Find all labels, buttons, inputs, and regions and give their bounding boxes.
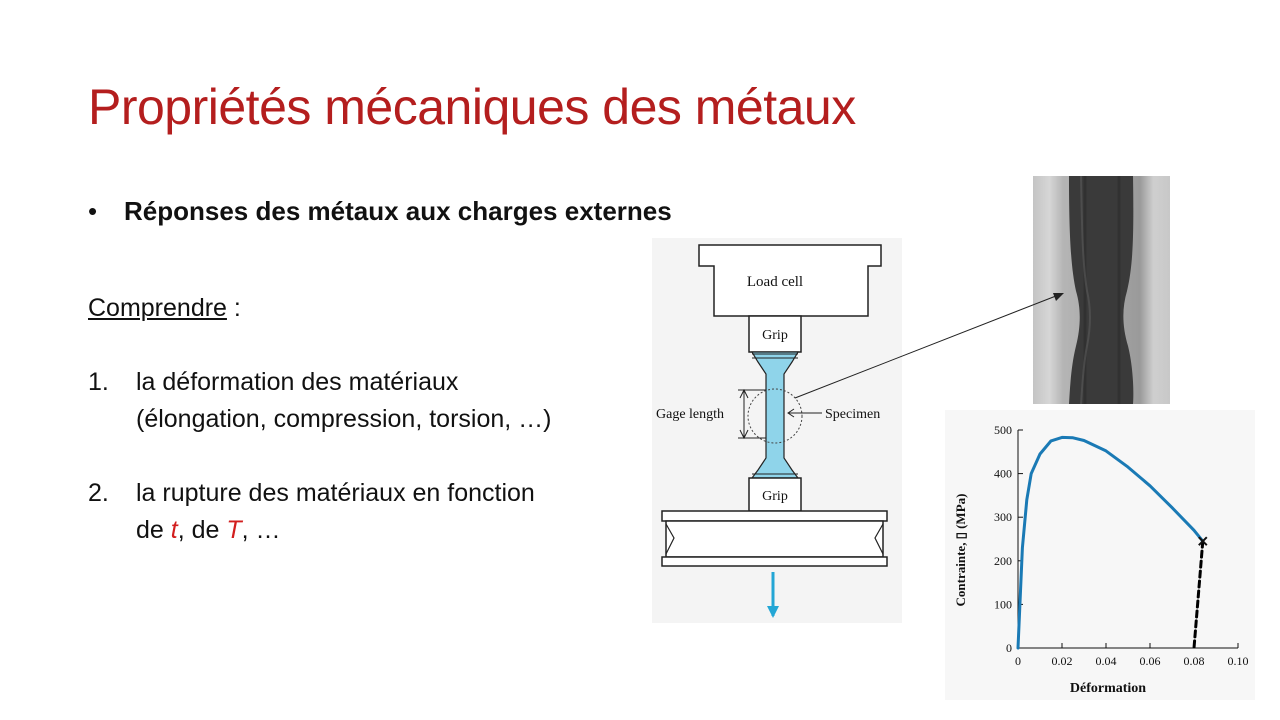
understand-label: Comprendre xyxy=(88,294,227,322)
y-tick-label: 0 xyxy=(1006,641,1012,655)
y-tick-label: 100 xyxy=(994,597,1012,612)
tensile-machine-diagram xyxy=(652,238,902,623)
slide-title: Propriétés mécaniques des métaux xyxy=(88,79,856,135)
stress-strain-chart xyxy=(945,410,1255,700)
understand-heading xyxy=(88,290,551,327)
x-tick-label: 0.06 xyxy=(1139,654,1161,668)
y-tick-label: 200 xyxy=(994,553,1012,568)
y-tick-label: 300 xyxy=(994,510,1012,525)
main-bullet xyxy=(88,196,672,227)
bullet-dot-icon: • xyxy=(88,196,98,226)
grip-top-label: Grip xyxy=(762,328,788,343)
list-number: 2. xyxy=(88,479,109,507)
list-item-1 xyxy=(88,364,551,438)
list-line: de t, de T, … xyxy=(136,516,281,544)
x-tick-label: 0.08 xyxy=(1183,654,1205,668)
x-tick-label: 0 xyxy=(1015,654,1021,668)
specimen-label: Specimen xyxy=(825,407,881,422)
list-line: la rupture des matériaux en fonction xyxy=(136,479,535,507)
x-axis-label: Déformation xyxy=(1069,681,1147,696)
content-body xyxy=(88,290,551,549)
list-item-2 xyxy=(88,475,551,549)
bullet-text: Réponses des métaux aux charges externes xyxy=(124,196,672,226)
y-tick-label: 500 xyxy=(994,423,1012,437)
grip-bottom-label: Grip xyxy=(762,489,788,504)
list-number: 1. xyxy=(88,368,109,396)
x-tick-label: 0.10 xyxy=(1227,654,1249,668)
list-line: la déformation des matériaux xyxy=(136,368,459,396)
list-line: (élongation, compression, torsion, …) xyxy=(136,405,552,433)
x-tick-label: 0.02 xyxy=(1051,654,1073,668)
understand-suffix: : xyxy=(226,294,241,322)
gage-length-label: Gage length xyxy=(656,407,725,422)
load-cell-label: Load cell xyxy=(746,274,804,290)
y-tick-label: 400 xyxy=(994,466,1012,481)
y-axis-label: Contrainte, ▯ (MPa) xyxy=(953,493,968,607)
x-tick-label: 0.04 xyxy=(1095,654,1117,668)
time-variable: t xyxy=(170,516,178,544)
necked-specimen-photo xyxy=(1033,176,1170,404)
temperature-variable: T xyxy=(226,516,242,544)
